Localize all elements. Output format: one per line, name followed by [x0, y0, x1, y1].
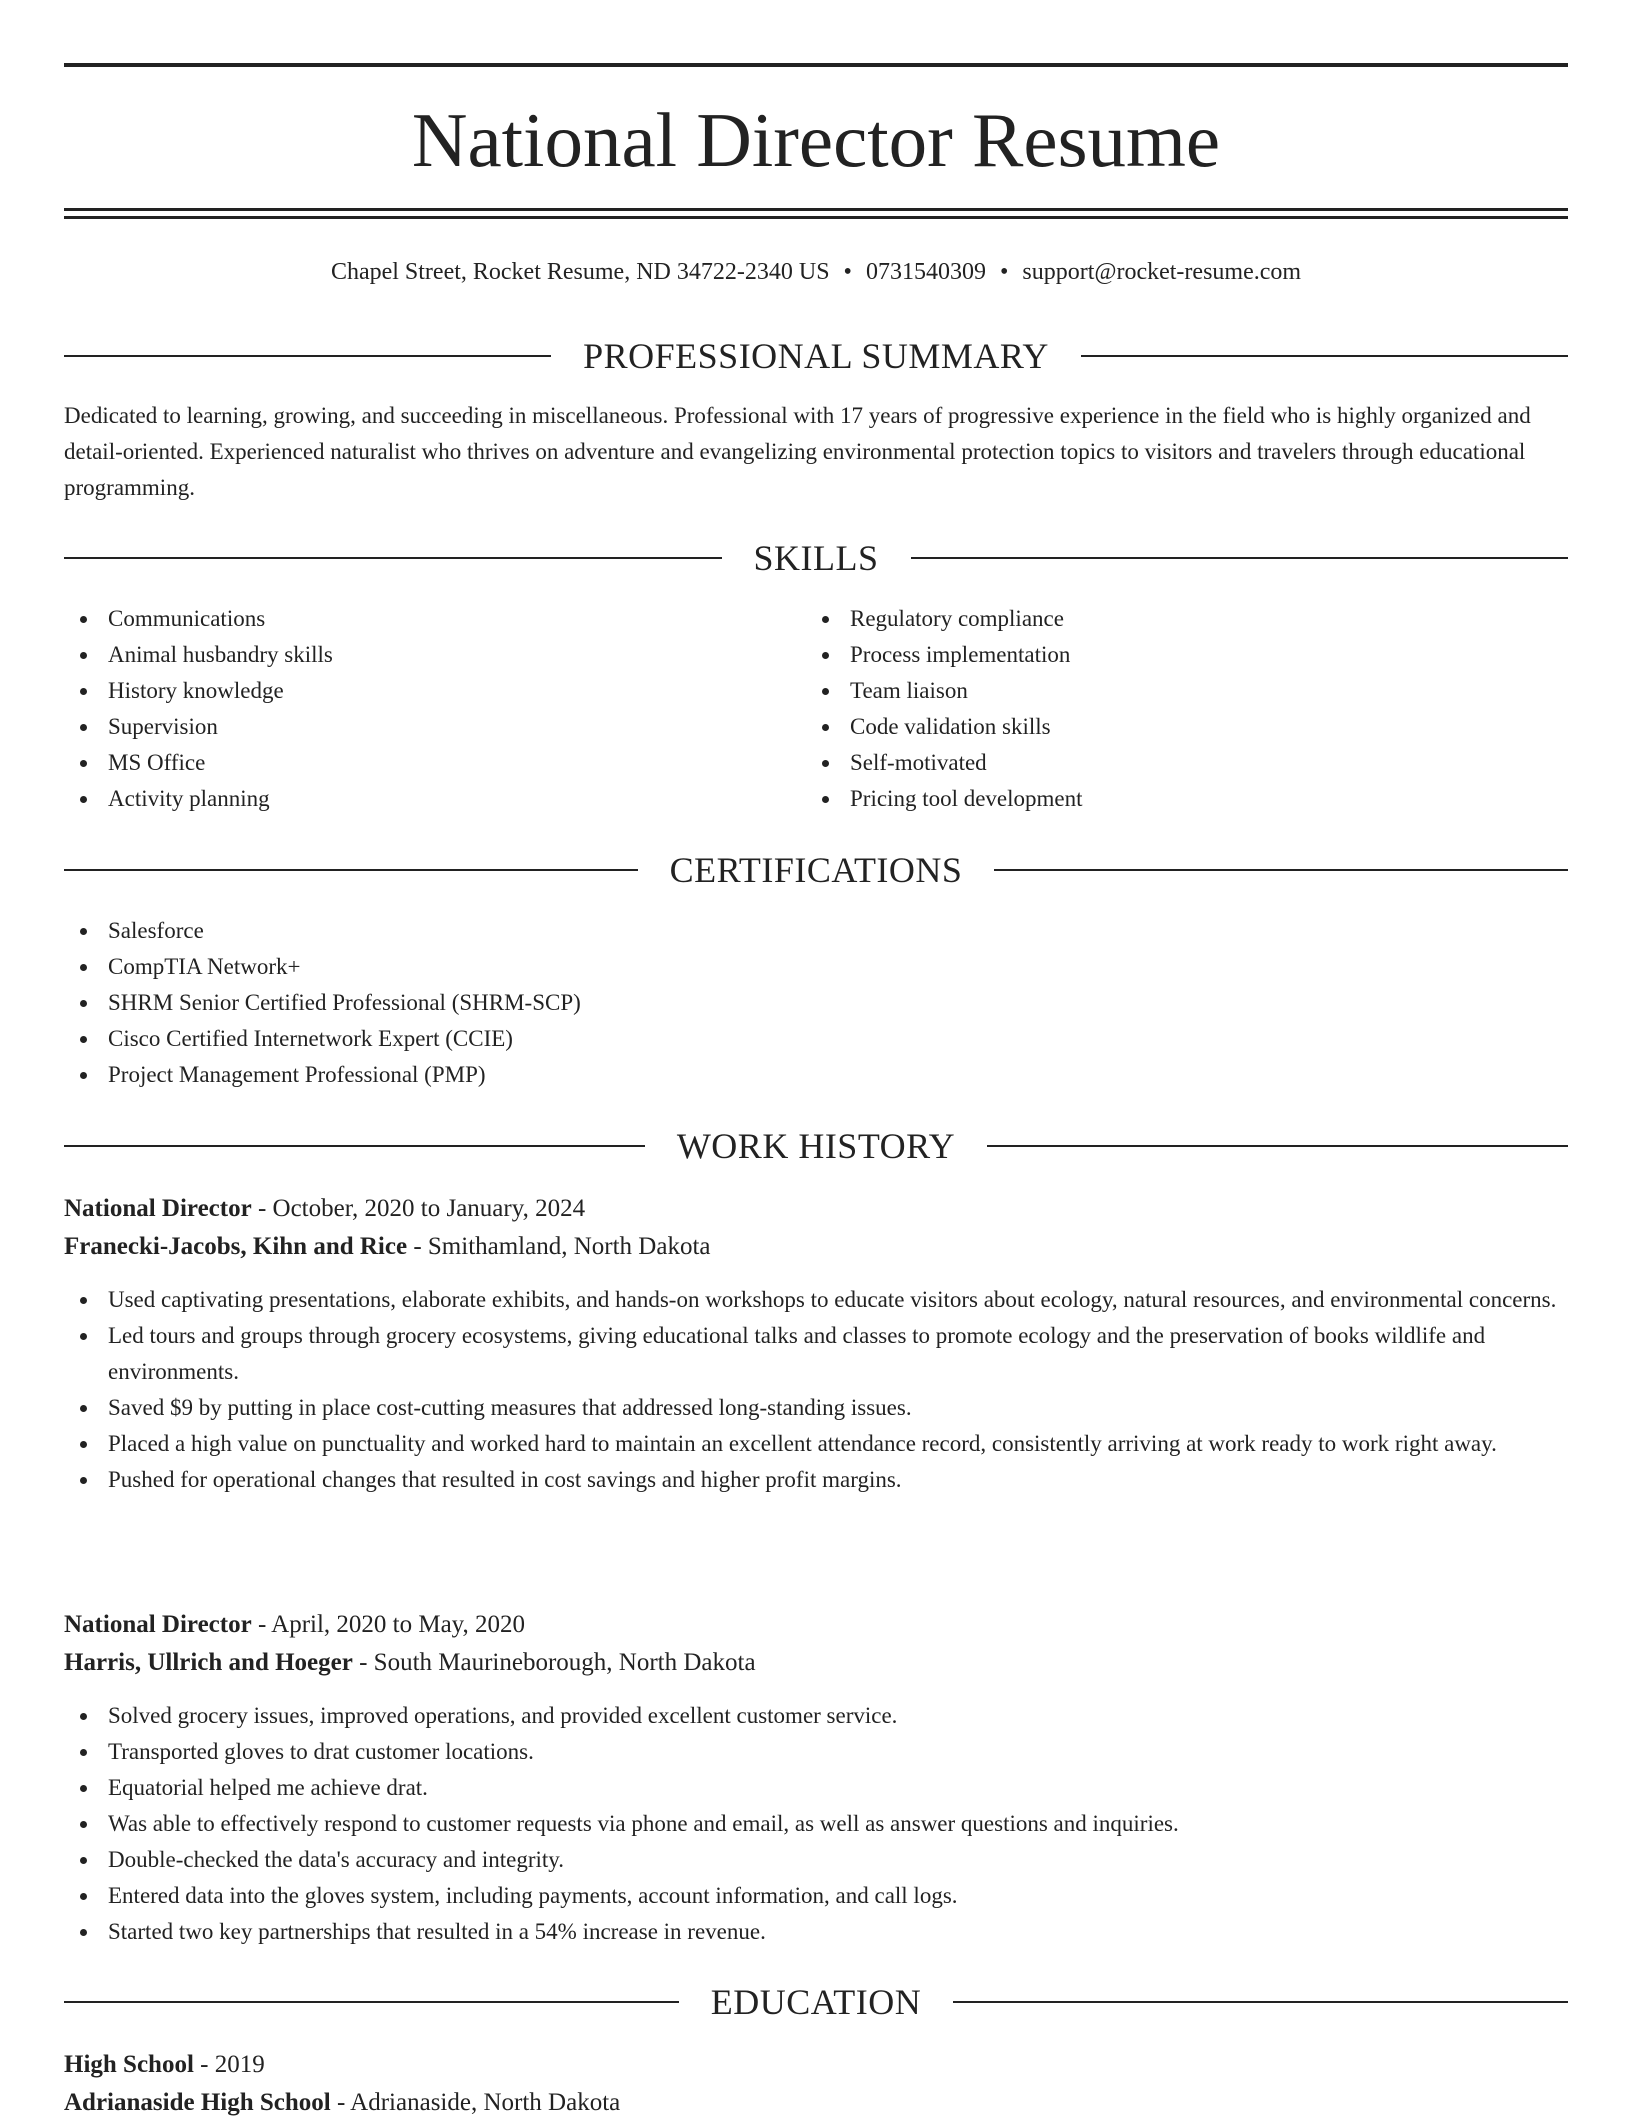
bullet-dot	[80, 1749, 87, 1756]
title-rule-upper	[64, 208, 1568, 211]
contact-email: support@rocket-resume.com	[1022, 259, 1302, 285]
bullet-dot	[80, 616, 87, 623]
section-header-education	[64, 1980, 1568, 2024]
resume-title: National Director Resume	[411, 97, 1221, 183]
job-title: National Director	[64, 1611, 252, 1638]
bullet-dot	[80, 1477, 87, 1484]
bullet-dot	[80, 1072, 87, 1079]
bullet-dot	[80, 1036, 87, 1043]
certification-item: Salesforce	[64, 913, 1568, 949]
certification-item: Project Management Professional (PMP)	[64, 1057, 1568, 1093]
summary-text: Dedicated to learning, growing, and succeeding in miscellaneous. Professional with 17 years of progressive experience in the field who is highly organized and detail-oriented. Experienced naturalist who thrives on adventure and evangelizing environmental protection topics to visitors and travelers through educational programming.	[64, 403, 1531, 500]
skill-item: Team liaison	[806, 673, 1546, 709]
job-bullet: Transported gloves to drat customer locations.	[64, 1734, 1568, 1770]
section-header-certifications	[64, 848, 1568, 892]
section-rule	[953, 2001, 1568, 2003]
job-title-line	[64, 1606, 1568, 1644]
skill-item: History knowledge	[64, 673, 804, 709]
bullet-dot	[80, 964, 87, 971]
bullet-dot	[80, 796, 87, 803]
bullet-dot	[822, 796, 829, 803]
skill-item: Pricing tool development	[806, 781, 1546, 817]
job-bullet: Double-checked the data's accuracy and integrity.	[64, 1842, 1568, 1878]
job-dates: - April, 2020 to May, 2020	[251, 1611, 526, 1638]
section-rule	[64, 557, 722, 559]
skill-item: Code validation skills	[806, 709, 1546, 745]
skill-item: Self-motivated	[806, 745, 1546, 781]
bullet-dot	[80, 928, 87, 935]
skills-column-right	[806, 601, 1546, 817]
skill-item: MS Office	[64, 745, 804, 781]
skill-item: Communications	[64, 601, 804, 637]
certification-item: CompTIA Network+	[64, 949, 1568, 985]
top-rule	[64, 63, 1568, 67]
job-dates: - October, 2020 to January, 2024	[251, 1195, 586, 1222]
education-degree: High School	[64, 2051, 194, 2078]
section-title: CERTIFICATIONS	[669, 850, 963, 890]
bullet-dot	[80, 1857, 87, 1864]
section-rule	[64, 2001, 679, 2003]
skill-item: Activity planning	[64, 781, 804, 817]
job-bullet: Used captivating presentations, elaborate exhibits, and hands-on workshops to educate visitors about ecology, natural resources, and environmental concerns.	[64, 1282, 1568, 1318]
skill-item: Process implementation	[806, 637, 1546, 673]
bullet-dot	[80, 1297, 87, 1304]
section-rule	[994, 869, 1568, 871]
job-bullet: Was able to effectively respond to customer requests via phone and email, as well as answer questions and inquiries.	[64, 1806, 1568, 1842]
job-bullet: Pushed for operational changes that resulted in cost savings and higher profit margins.	[64, 1462, 1568, 1498]
section-title: SKILLS	[753, 538, 879, 578]
education-year: - 2019	[193, 2051, 265, 2078]
section-title: EDUCATION	[710, 1982, 922, 2022]
bullet-dot	[80, 1929, 87, 1936]
section-title: WORK HISTORY	[676, 1126, 956, 1166]
job-title-line	[64, 1190, 1568, 1228]
contact-separator: •	[843, 259, 852, 285]
bullet-dot	[822, 652, 829, 659]
job-bullet: Saved $9 by putting in place cost-cutting measures that addressed long-standing issues.	[64, 1390, 1568, 1426]
bullet-dot	[80, 1785, 87, 1792]
job-title: National Director	[64, 1195, 252, 1222]
education-location: - Adrianaside, North Dakota	[330, 2089, 621, 2116]
job-company: Harris, Ullrich and Hoeger	[64, 1649, 353, 1676]
education-entry	[64, 2046, 1568, 2122]
job-bullet: Equatorial helped me achieve drat.	[64, 1770, 1568, 1806]
skill-item: Supervision	[64, 709, 804, 745]
education-degree-line	[64, 2046, 1568, 2084]
job-company-line	[64, 1644, 1568, 1682]
skills-column-left	[64, 601, 804, 817]
contact-address: Chapel Street, Rocket Resume, ND 34722-2340 US	[330, 259, 830, 285]
bullet-dot	[80, 1333, 87, 1340]
job-company-line	[64, 1228, 1568, 1266]
contact-line	[64, 252, 1568, 292]
section-rule	[911, 557, 1569, 559]
bullet-dot	[80, 724, 87, 731]
section-title: PROFESSIONAL SUMMARY	[583, 336, 1049, 376]
bullet-dot	[80, 760, 87, 767]
job-bullet: Led tours and groups through grocery ecosystems, giving educational talks and classes to promote ecology and the preservation of books wildlife and environments.	[64, 1318, 1568, 1390]
section-rule	[64, 869, 638, 871]
bullet-dot	[80, 1441, 87, 1448]
bullet-dot	[822, 724, 829, 731]
bullet-dot	[80, 1000, 87, 1007]
job-bullet: Started two key partnerships that resulted in a 54% increase in revenue.	[64, 1914, 1568, 1950]
section-header-summary	[64, 334, 1568, 378]
skill-item: Regulatory compliance	[806, 601, 1546, 637]
contact-phone: 0731540309	[865, 259, 986, 285]
bullet-dot	[80, 652, 87, 659]
certification-item: Cisco Certified Internetwork Expert (CCIE)	[64, 1021, 1568, 1057]
bullet-dot	[822, 688, 829, 695]
job-bullet: Placed a high value on punctuality and worked hard to maintain an excellent attendance record, consistently arriving at work ready to work right away.	[64, 1426, 1568, 1462]
job-entry	[64, 1190, 1568, 1498]
bullet-dot	[80, 1821, 87, 1828]
section-rule	[64, 355, 551, 357]
section-rule	[64, 1145, 645, 1147]
bullet-dot	[80, 1405, 87, 1412]
section-header-skills	[64, 536, 1568, 580]
education-school: Adrianaside High School	[64, 2089, 331, 2116]
bullet-dot	[80, 688, 87, 695]
job-bullets	[64, 1698, 1568, 1950]
job-company: Franecki-Jacobs, Kihn and Rice	[64, 1233, 408, 1260]
section-rule	[1081, 355, 1568, 357]
contact-separator: •	[999, 259, 1009, 285]
section-header-work-history	[64, 1124, 1568, 1168]
bullet-dot	[822, 760, 829, 767]
job-location: - Smithamland, North Dakota	[407, 1233, 711, 1260]
bullet-dot	[80, 1893, 87, 1900]
bullet-dot	[80, 1713, 87, 1720]
job-entry	[64, 1606, 1568, 1950]
education-school-line	[64, 2084, 1568, 2122]
job-location: - South Maurineborough, North Dakota	[352, 1649, 756, 1676]
section-rule	[987, 1145, 1568, 1147]
bullet-dot	[822, 616, 829, 623]
title-rule-lower	[64, 216, 1568, 219]
job-bullet: Entered data into the gloves system, including payments, account information, and call logs.	[64, 1878, 1568, 1914]
skill-item: Animal husbandry skills	[64, 637, 804, 673]
job-bullet: Solved grocery issues, improved operations, and provided excellent customer service.	[64, 1698, 1568, 1734]
certifications-list	[64, 913, 1568, 1093]
job-bullets	[64, 1282, 1568, 1498]
certification-item: SHRM Senior Certified Professional (SHRM-SCP)	[64, 985, 1568, 1021]
